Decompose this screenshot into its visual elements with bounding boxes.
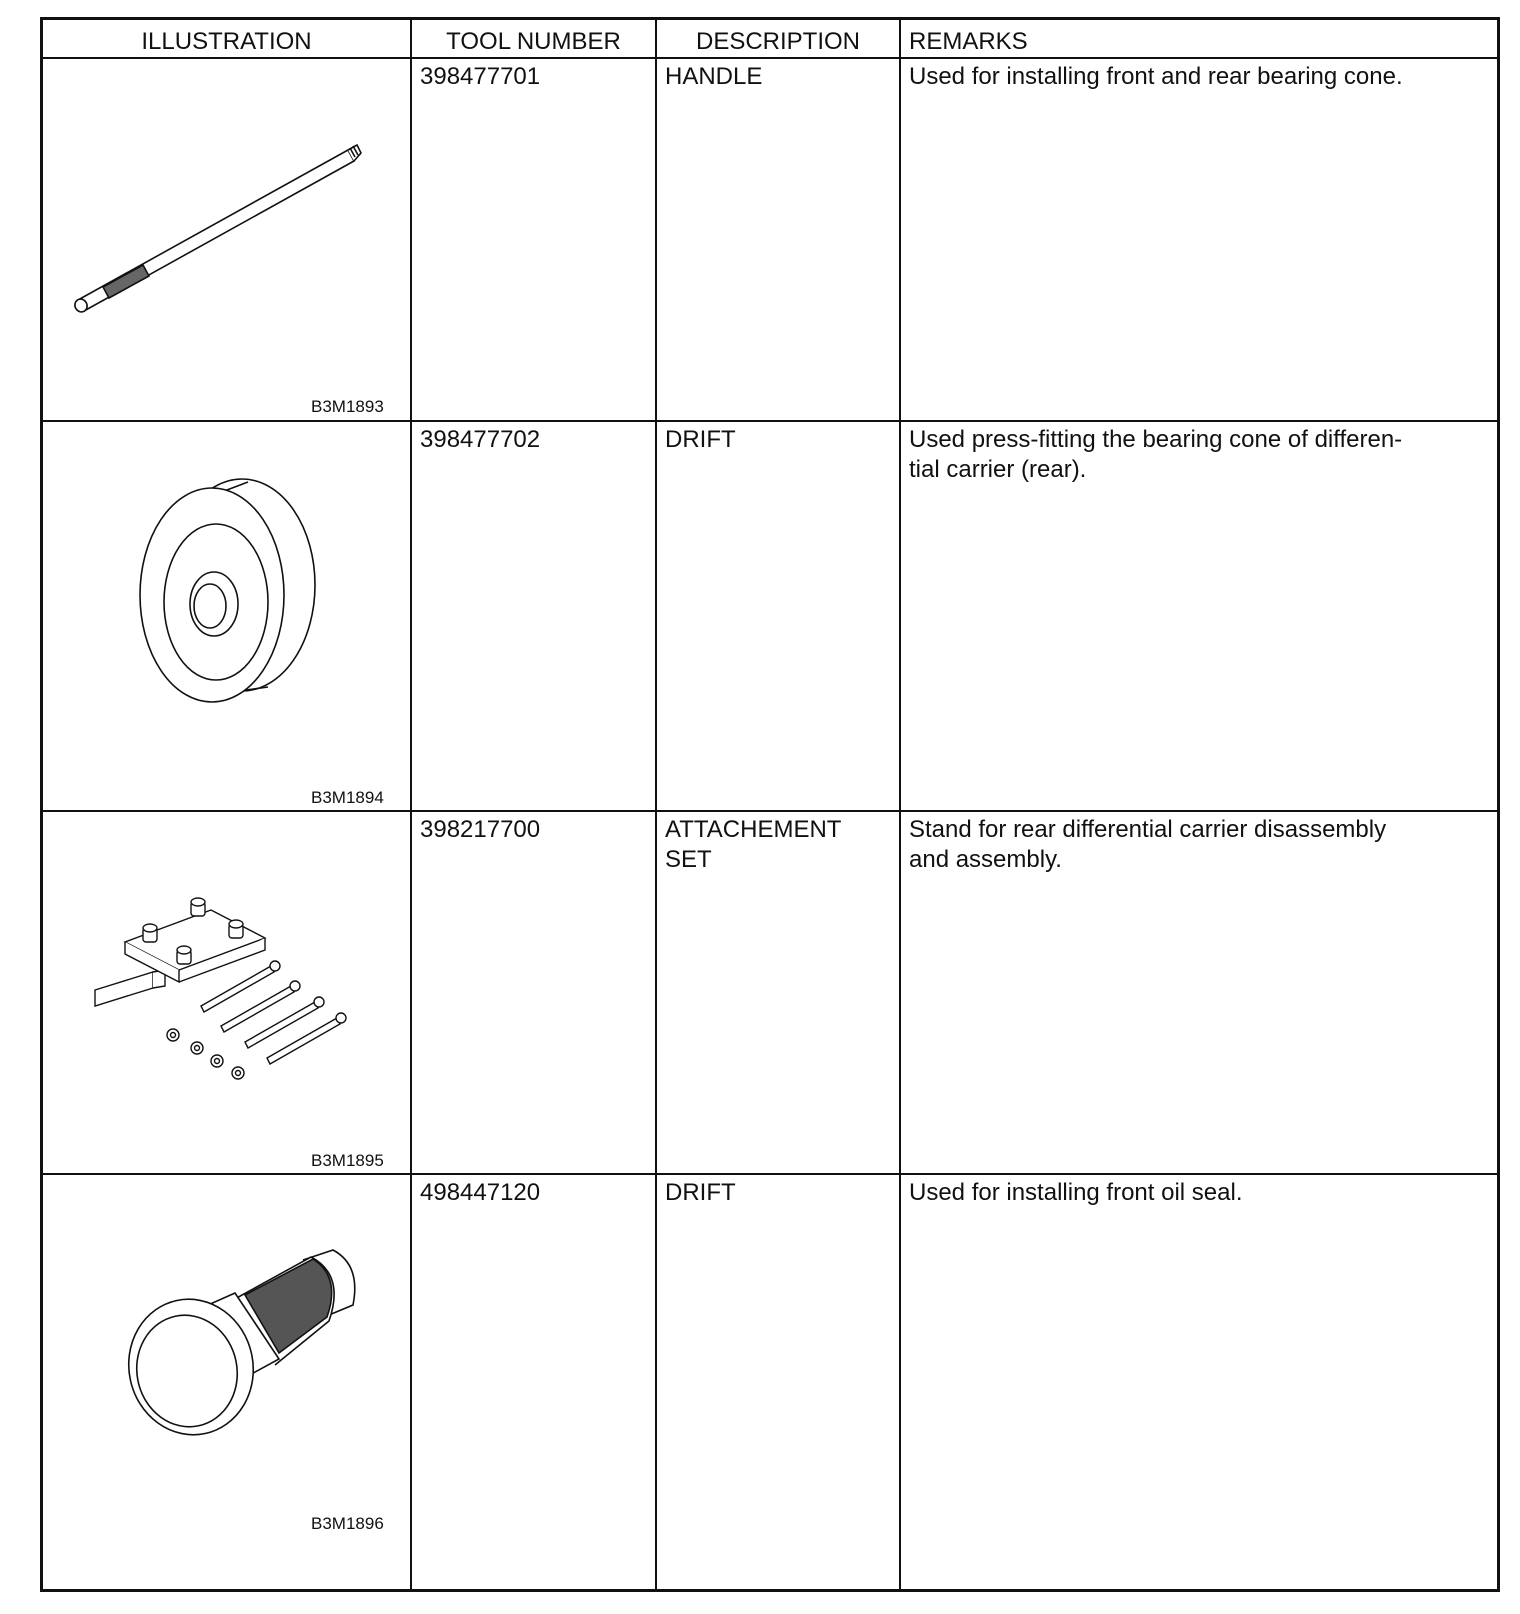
remarks: Used press-fitting the bearing cone of differen- tial carrier (rear). [909, 426, 1403, 483]
description: ATTACHEMENT SET [665, 816, 842, 873]
tool-number: 398477701 [420, 63, 541, 90]
tool-number: 398217700 [420, 816, 541, 843]
header-tool-number: TOOL NUMBER [446, 28, 621, 55]
image-code: B3M1893 [311, 397, 384, 416]
image-code: B3M1894 [311, 788, 384, 807]
tool-number: 498447120 [420, 1179, 541, 1206]
drift-disc-icon [130, 475, 330, 710]
column-divider [899, 20, 901, 1589]
row-divider [43, 420, 1497, 422]
header-remarks: REMARKS [909, 28, 1028, 55]
image-code: B3M1896 [311, 1514, 384, 1533]
image-code: B3M1895 [311, 1151, 384, 1170]
row-divider [43, 810, 1497, 812]
header-illustration: ILLUSTRATION [141, 28, 312, 55]
handle-tool-icon [71, 130, 371, 320]
description: DRIFT [665, 426, 736, 453]
special-tools-table [40, 17, 1500, 1592]
tool-number: 398477702 [420, 426, 541, 453]
attachment-set-icon [93, 880, 373, 1080]
description: DRIFT [665, 1179, 736, 1206]
remarks: Used for installing front and rear bearing cone. [909, 63, 1403, 90]
remarks: Stand for rear differential carrier disassembly and assembly. [909, 816, 1387, 873]
header-description: DESCRIPTION [695, 28, 860, 55]
row-divider [43, 1173, 1497, 1175]
column-divider [410, 20, 412, 1589]
drift-knurled-icon [103, 1245, 363, 1445]
column-divider [655, 20, 657, 1589]
remarks: Used for installing front oil seal. [909, 1179, 1243, 1206]
description: HANDLE [665, 63, 763, 90]
